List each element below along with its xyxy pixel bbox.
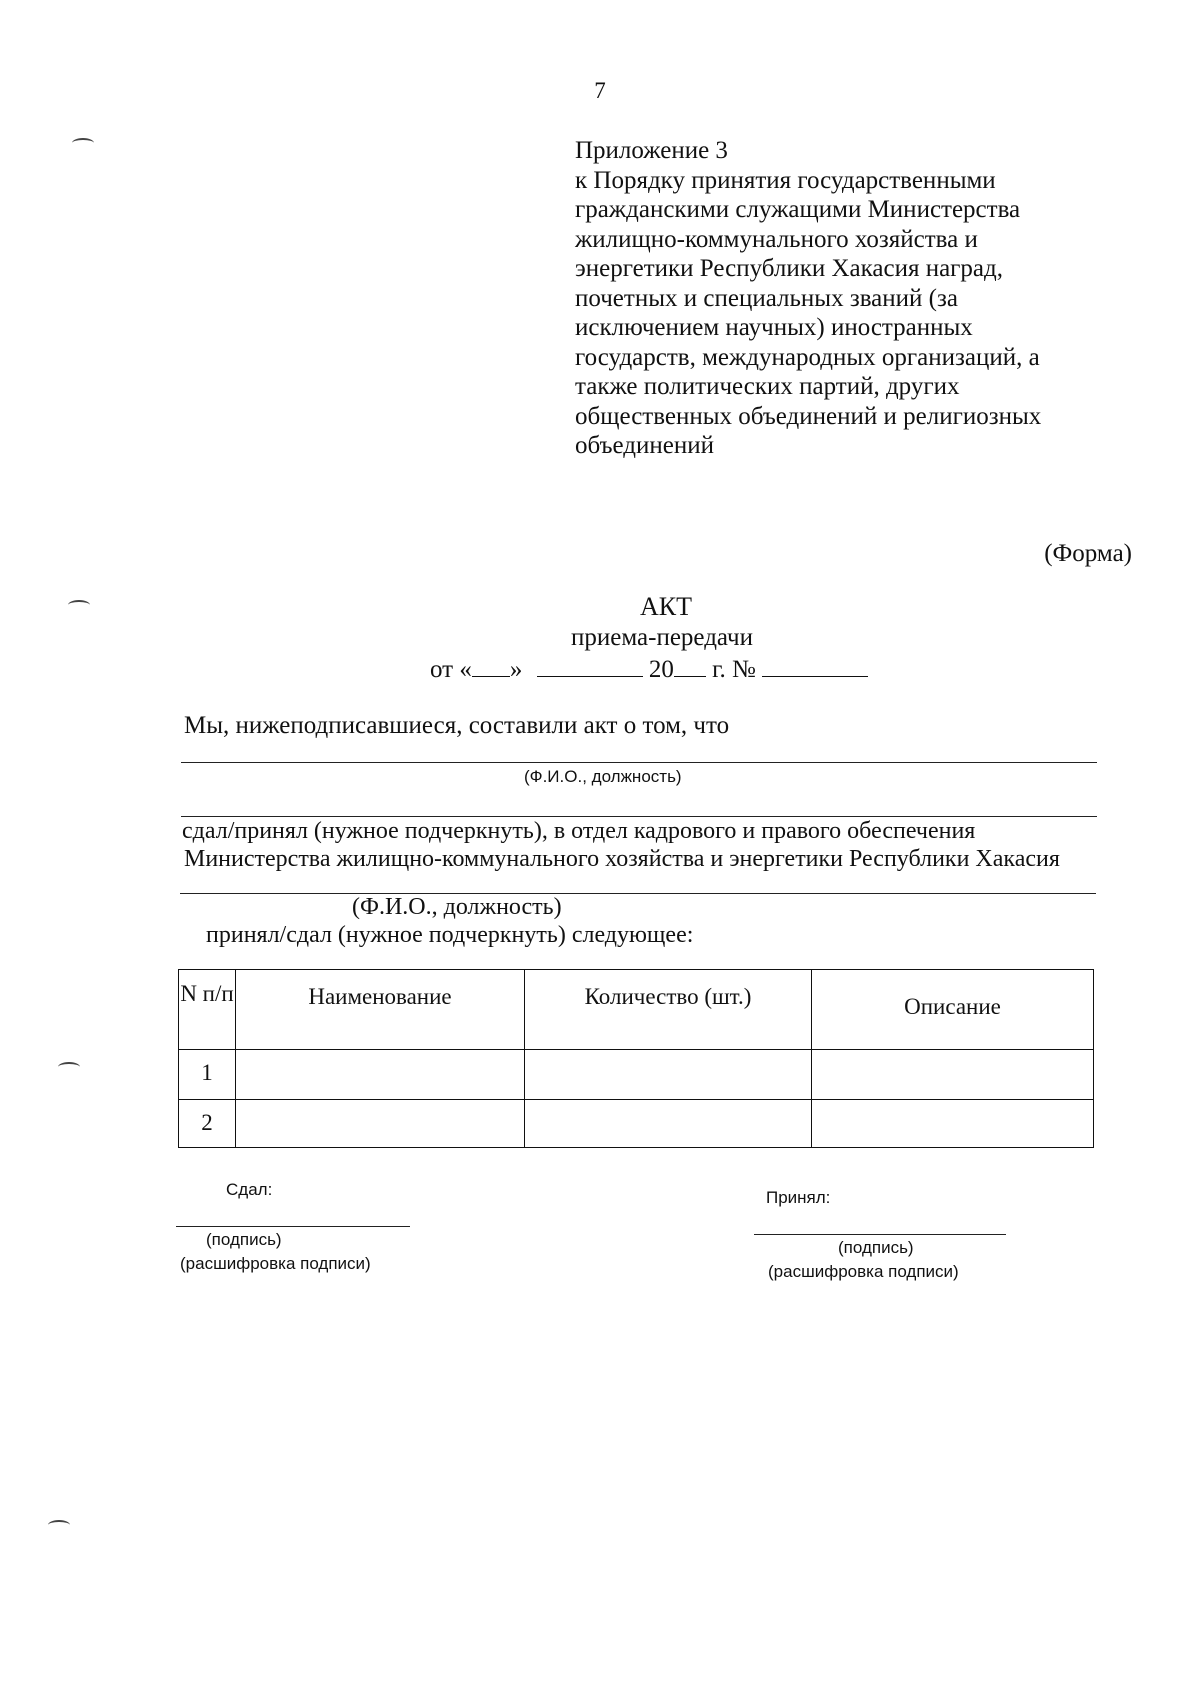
name-cell[interactable] — [236, 1100, 525, 1148]
year-prefix: 20 — [648, 656, 674, 683]
description-cell[interactable] — [812, 1050, 1094, 1100]
items-table — [178, 969, 1094, 1148]
accepted-signature-line[interactable] — [754, 1234, 1006, 1235]
form-label: (Форма) — [1044, 540, 1132, 567]
scan-edge-mark — [58, 1062, 80, 1072]
handed-over-label: Сдал: — [226, 1180, 273, 1199]
appendix-line: также политических партий, других — [575, 373, 960, 400]
appendix-line: государств, международных организаций, а — [575, 343, 1040, 371]
month-blank[interactable] — [537, 654, 643, 677]
header-cell-quantity: Количество (шт.) — [525, 970, 812, 1050]
appendix-line: почетных и специальных званий (за — [575, 284, 958, 312]
table-row — [179, 1050, 1094, 1100]
day-blank[interactable] — [472, 654, 510, 677]
scan-edge-mark — [48, 1520, 70, 1530]
fio-caption-2: (Ф.И.О., должность) — [352, 894, 562, 920]
year-blank[interactable] — [674, 654, 706, 677]
table-header-row — [179, 970, 1094, 1050]
number-prefix: г. № — [712, 656, 756, 683]
scan-edge-mark — [72, 138, 94, 148]
description-cell[interactable] — [812, 1100, 1094, 1148]
quantity-cell[interactable] — [525, 1100, 812, 1148]
appendix-line: общественных объединений и религиозных — [575, 402, 1042, 430]
appendix-line: гражданскими служащими Министерства — [575, 196, 1021, 223]
handed-over-signature-caption: (подпись) — [206, 1230, 282, 1249]
intro-text: Мы, нижеподписавшиеся, составили акт о том, что — [184, 712, 730, 739]
fio-line-2[interactable] — [180, 893, 1096, 894]
name-cell[interactable] — [236, 1050, 525, 1100]
act-subtitle: приема-передачи — [571, 624, 753, 651]
fio-line-1[interactable] — [181, 762, 1097, 763]
appendix-line: Приложение 3 — [575, 137, 728, 164]
row-number-cell: 2 — [179, 1100, 236, 1148]
fio-caption-1: (Ф.И.О., должность) — [524, 767, 682, 786]
transfer-line-1: сдал/принял (нужное подчеркнуть), в отдел кадрового и правого обеспечения — [182, 818, 976, 844]
date-prefix: от « — [430, 656, 472, 683]
fio-line-1b[interactable] — [181, 816, 1097, 817]
appendix-line: жилищно-коммунального хозяйства и — [575, 225, 978, 253]
appendix-line: исключением научных) иностранных — [575, 314, 973, 341]
row-number-cell: 1 — [179, 1050, 236, 1100]
act-title: АКТ — [640, 592, 692, 621]
appendix-line: объединений — [575, 432, 715, 459]
handed-over-decoding-caption: (расшифровка подписи) — [180, 1254, 371, 1273]
table-row — [179, 1100, 1094, 1148]
accepted-label: Принял: — [766, 1188, 831, 1207]
handed-over-signature-line[interactable] — [176, 1226, 410, 1227]
header-cell-description: Описание — [812, 970, 1094, 1050]
act-date-line — [430, 654, 868, 684]
header-cell-name: Наименование — [236, 970, 525, 1050]
accepted-signature-caption: (подпись) — [838, 1238, 914, 1257]
date-quote-close: » — [509, 656, 523, 683]
header-cell-number: N п/п — [179, 970, 236, 1050]
appendix-line: к Порядку принятия государственными — [575, 166, 996, 194]
transfer-line-2: Министерства жилищно-коммунального хозяйства и энергетики Республики Хакасия — [184, 846, 1060, 872]
accepted-decoding-caption: (расшифровка подписи) — [768, 1262, 959, 1281]
number-blank[interactable] — [762, 654, 868, 677]
quantity-cell[interactable] — [525, 1050, 812, 1100]
appendix-line: энергетики Республики Хакасия наград, — [575, 255, 1004, 282]
received-line: принял/сдал (нужное подчеркнуть) следующее: — [206, 922, 694, 948]
page-number: 7 — [594, 78, 606, 103]
appendix-header — [575, 136, 1095, 461]
